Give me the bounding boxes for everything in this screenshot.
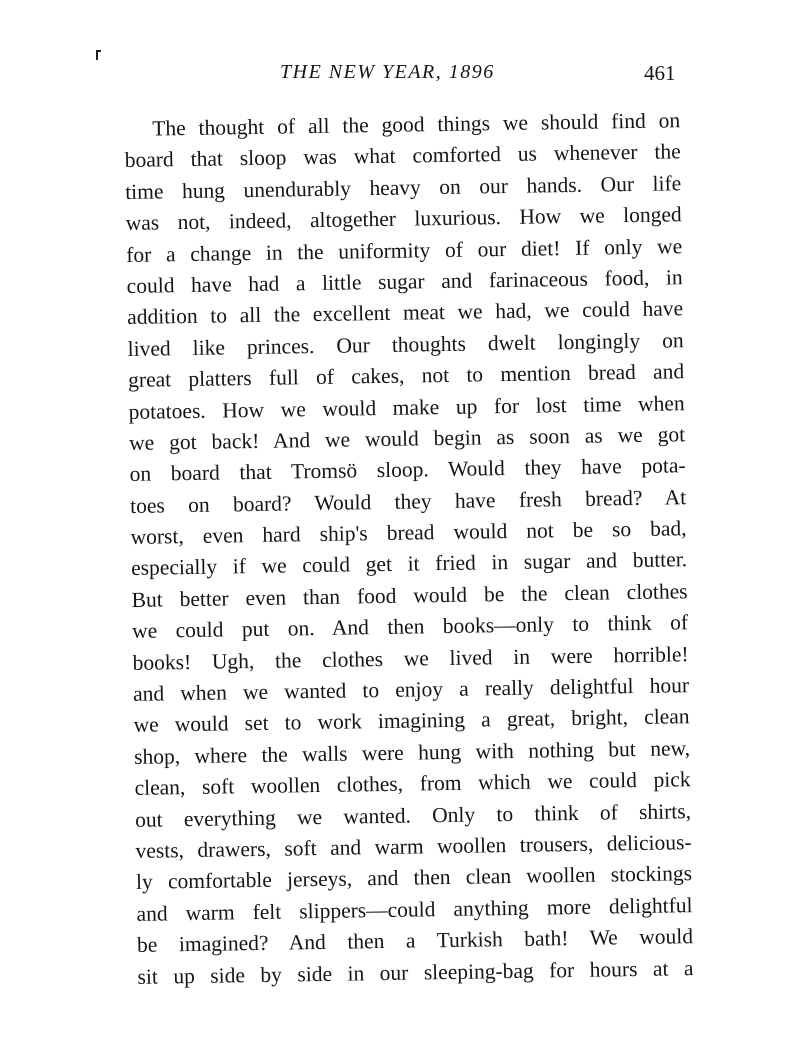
text-line: we got back! And we would begin as soon as we got — [128, 422, 686, 455]
text-line: especially if we could get it fried in sugar and butter. — [130, 547, 688, 581]
text-line: toes on board? Would they have fresh bread? At — [129, 484, 687, 518]
text-line: shop, where the walls were hung with nothing but new, — [133, 736, 691, 769]
text-line: and when we wanted to enjoy a really delightful hour — [132, 673, 690, 706]
text-line: time hung unendurably heavy on our hands. Our life — [125, 171, 682, 204]
text-line: be imagined? And then a Turkish bath! We would — [136, 924, 694, 958]
text-line: for a change in the uniformity of our diet! If only we — [126, 233, 683, 267]
text-line: The thought of all the good things we should find on — [152, 108, 681, 141]
corner-mark — [96, 50, 101, 60]
text-line: great platters full of cakes, not to mention bread and — [127, 359, 685, 393]
text-line: vests, drawers, soft and warm woollen trousers, delicious- — [135, 830, 692, 863]
text-line: sit up side by side in our sleeping-bag for hours at a — [137, 955, 694, 989]
text-line: ly comfortable jerseys, and then clean woollen stockings — [135, 861, 693, 895]
text-line: we would set to work imagining a great, bright, clean — [133, 704, 690, 738]
text-line: on board that Tromsö sloop. Would they have pota- — [129, 453, 686, 487]
text-line: board that sloop was what comforted us whenever the — [124, 139, 681, 173]
text-line: books! Ugh, the clothes we lived in were horrible! — [132, 641, 689, 675]
text-line: could have had a little sugar and farinaceous food, in — [126, 265, 683, 298]
text-line: worst, even hard ship's bread would not be so bad, — [130, 516, 687, 550]
text-line: out everything we wanted. Only to think of shirts, — [134, 798, 692, 832]
text-line: But better even than food would be the clean clothes — [131, 579, 688, 612]
text-line: lived like princes. Our thoughts dwelt longingly on — [127, 327, 684, 361]
text-line: potatoes. How we would make up for lost time when — [128, 390, 685, 424]
running-title: THE NEW YEAR, 1896 — [280, 61, 495, 83]
text-line: and warm felt slippers—could anything more delightful — [136, 892, 693, 926]
page-number: 461 — [644, 61, 676, 85]
text-line: addition to all the excellent meat we had, we could have — [127, 296, 684, 330]
text-line: clean, soft woollen clothes, from which we could pick — [134, 767, 691, 801]
text-line: we could put on. And then books—only to think of — [131, 610, 689, 644]
body-text — [124, 105, 694, 993]
text-line: was not, indeed, altogether luxurious. How we longed — [125, 202, 682, 236]
